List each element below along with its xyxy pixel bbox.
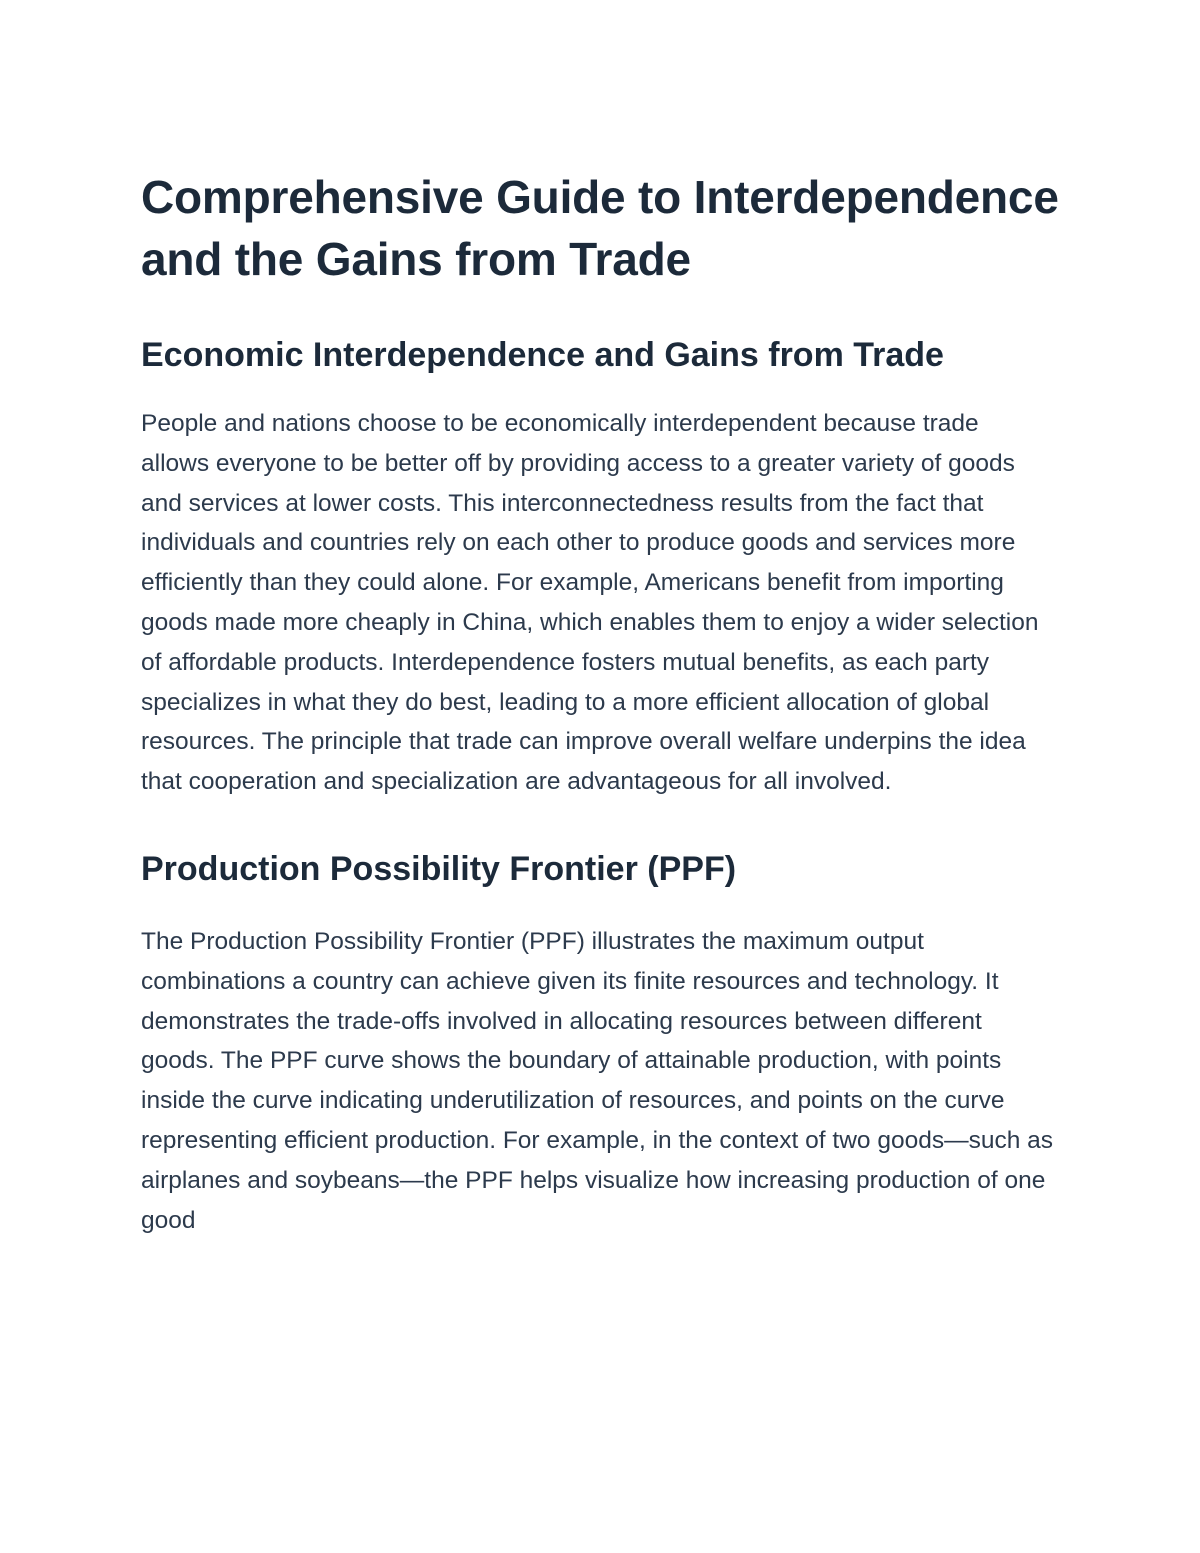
section-heading-ppf: Production Possibility Frontier (PPF)	[141, 849, 737, 888]
section-heading-economic-interdependence: Economic Interdependence and Gains from Trade	[141, 336, 944, 374]
section-body-economic-interdependence: People and nations choose to be economically interdependent because trade allows everyone to be better off by providing access to a greater variety of goods and services at lower costs. This interconnectedness results from the fact that individuals and countries rely on each other to produce goods and services more efficiently than they could alone. For example, Americans benefit from importing goods made more cheaply in China, which enables them to enjoy a wider selection of affordable products. Interdependence fosters mutual benefits, as each party specializes in what they do best, leading to a more efficient allocation of global resources. The principle that trade can improve overall welfare underpins the idea that cooperation and specialization are advantageous for all involved.	[141, 410, 1039, 796]
section-body-ppf: The Production Possibility Frontier (PPF) illustrates the maximum output combinations a country can achieve given its finite resources and technology. It demonstrates the trade-offs involved in allocating resources between different goods. The PPF curve shows the boundary of attainable production, with points inside the curve indicating underutilization of resources, and points on the curve representing efficient production. For example, in the context of two goods—such as airplanes and soybeans—the PPF helps visualize how increasing production of one good	[141, 927, 1054, 1234]
document-page	[141, 166, 1061, 1240]
document-title: Comprehensive Guide to Interdependence and the Gains from Trade	[141, 171, 1059, 285]
